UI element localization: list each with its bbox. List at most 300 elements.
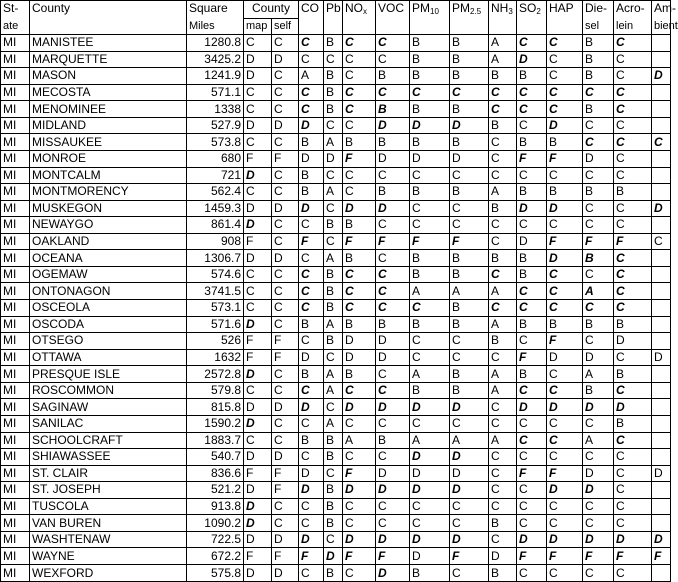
acrolein-grade-cell: D — [614, 333, 652, 350]
co-grade-cell: B — [299, 184, 324, 201]
diesel-grade-cell: C — [583, 300, 614, 317]
square-miles-cell: 526 — [187, 333, 244, 350]
nox-grade-cell: A — [343, 432, 376, 449]
square-miles-cell: 908 — [187, 233, 244, 250]
self-grade-cell: C — [272, 266, 299, 283]
co-grade-cell: C — [299, 449, 324, 466]
map-grade-cell: C — [244, 266, 272, 283]
self-grade-cell: C — [272, 283, 299, 300]
co-grade-cell: F — [299, 548, 324, 565]
hap-grade-cell: C — [547, 432, 583, 449]
map-grade-cell: D — [244, 565, 272, 582]
acrolein-grade-cell: C — [614, 465, 652, 482]
pm25-grade-cell: B — [450, 134, 489, 151]
diesel-grade-cell: B — [583, 250, 614, 267]
table-row — [1, 482, 671, 499]
pm10-grade-cell: C — [410, 167, 450, 184]
pm10-grade-cell: C — [410, 498, 450, 515]
table-row — [1, 68, 671, 85]
acrolein-grade-cell: C — [614, 217, 652, 234]
pb-grade-cell: A — [324, 366, 343, 383]
hap-grade-cell: D — [547, 399, 583, 416]
map-grade-cell: F — [244, 465, 272, 482]
nox-grade-cell: C — [343, 382, 376, 399]
state-cell: MI — [1, 465, 30, 482]
nox-grade-cell: B — [343, 366, 376, 383]
so2-grade-cell: D — [517, 200, 547, 217]
so2-grade-cell: C — [517, 565, 547, 582]
state-cell: MI — [1, 366, 30, 383]
ambient-grade-cell — [652, 167, 671, 184]
nox-grade-cell: C — [343, 498, 376, 515]
county-cell: MONTCALM — [30, 167, 187, 184]
self-grade-cell: C — [272, 68, 299, 85]
pm10-grade-cell: C — [410, 415, 450, 432]
hap-grade-cell: F — [547, 548, 583, 565]
county-cell: MECOSTA — [30, 84, 187, 101]
nox-grade-cell: D — [343, 482, 376, 499]
table-row — [1, 498, 671, 515]
diesel-grade-cell: C — [583, 134, 614, 151]
state-cell: MI — [1, 84, 30, 101]
nh3-grade-cell: C — [489, 150, 517, 167]
acrolein-grade-cell: F — [614, 233, 652, 250]
hap-grade-cell: C — [547, 300, 583, 317]
nox-grade-cell: D — [343, 531, 376, 548]
county-cell: MASON — [30, 68, 187, 85]
co-grade-cell: B — [299, 134, 324, 151]
hap-grade-cell: C — [547, 498, 583, 515]
voc-grade-cell: B — [376, 68, 410, 85]
table-row — [1, 531, 671, 548]
pb-grade-cell: C — [324, 349, 343, 366]
map-grade-cell: D — [244, 449, 272, 466]
table-row — [1, 349, 671, 366]
nh3-grade-cell: A — [489, 184, 517, 201]
map-grade-cell: F — [244, 233, 272, 250]
voc-grade-cell: C — [376, 51, 410, 68]
so2-grade-cell: D — [517, 51, 547, 68]
pb-grade-cell: B — [324, 35, 343, 52]
acrolein-grade-cell: D — [614, 399, 652, 416]
nox-grade-cell: B — [343, 250, 376, 267]
co-grade-cell: B — [299, 432, 324, 449]
nh3-grade-cell: C — [489, 531, 517, 548]
co-grade-cell: D — [299, 465, 324, 482]
pm10-grade-cell: B — [410, 316, 450, 333]
co-grade-cell: A — [299, 68, 324, 85]
acrolein-grade-cell: C — [614, 250, 652, 267]
voc-grade-cell: F — [376, 233, 410, 250]
nh3-grade-cell: C — [489, 167, 517, 184]
header-ambient-cont: bient — [652, 19, 671, 35]
map-grade-cell: D — [244, 399, 272, 416]
map-grade-cell: D — [244, 167, 272, 184]
ambient-grade-cell — [652, 117, 671, 134]
square-miles-cell: 574.6 — [187, 266, 244, 283]
nh3-grade-cell: C — [489, 300, 517, 317]
county-cell: MUSKEGON — [30, 200, 187, 217]
pb-grade-cell: C — [324, 399, 343, 416]
co-grade-cell: C — [299, 498, 324, 515]
nox-grade-cell: C — [343, 415, 376, 432]
pb-grade-cell: C — [324, 51, 343, 68]
ambient-grade-cell — [652, 300, 671, 317]
pm10-grade-cell: B — [410, 382, 450, 399]
map-grade-cell: C — [244, 35, 272, 52]
header-self: self — [272, 19, 299, 35]
pm10-grade-cell: B — [410, 184, 450, 201]
square-miles-cell: 3425.2 — [187, 51, 244, 68]
so2-grade-cell: B — [517, 316, 547, 333]
nox-grade-cell: F — [343, 233, 376, 250]
pb-grade-cell: B — [324, 217, 343, 234]
pm25-grade-cell: C — [450, 565, 489, 582]
ambient-grade-cell: C — [652, 233, 671, 250]
diesel-grade-cell: D — [583, 482, 614, 499]
county-cell: WASHTENAW — [30, 531, 187, 548]
square-miles-cell: 1241.9 — [187, 68, 244, 85]
header-ambient: Am- — [652, 1, 671, 19]
county-cell: OTTAWA — [30, 349, 187, 366]
hap-grade-cell: C — [547, 217, 583, 234]
hap-grade-cell: B — [547, 184, 583, 201]
table-row — [1, 233, 671, 250]
voc-grade-cell: D — [376, 465, 410, 482]
square-miles-cell: 540.7 — [187, 449, 244, 466]
square-miles-cell: 1590.2 — [187, 415, 244, 432]
acrolein-grade-cell: C — [614, 565, 652, 582]
so2-grade-cell: C — [517, 449, 547, 466]
state-cell: MI — [1, 283, 30, 300]
self-grade-cell: F — [272, 548, 299, 565]
map-grade-cell: D — [244, 482, 272, 499]
pm10-grade-cell: C — [410, 333, 450, 350]
pm10-grade-cell: D — [410, 449, 450, 466]
nox-grade-cell: F — [343, 465, 376, 482]
ambient-grade-cell — [652, 333, 671, 350]
table-row — [1, 250, 671, 267]
ambient-grade-cell: D — [652, 465, 671, 482]
self-grade-cell: F — [272, 333, 299, 350]
table-row — [1, 283, 671, 300]
nox-grade-cell: B — [343, 217, 376, 234]
voc-grade-cell: C — [376, 250, 410, 267]
so2-grade-cell: C — [517, 300, 547, 317]
nox-grade-cell: C — [343, 184, 376, 201]
pm25-grade-cell: C — [450, 167, 489, 184]
square-miles-cell: 3741.5 — [187, 283, 244, 300]
nh3-grade-cell: B — [489, 200, 517, 217]
voc-grade-cell: C — [376, 283, 410, 300]
pb-grade-cell: C — [324, 167, 343, 184]
co-grade-cell: C — [299, 266, 324, 283]
pm25-grade-cell: D — [450, 449, 489, 466]
table-row — [1, 134, 671, 151]
county-cell: OCEANA — [30, 250, 187, 267]
pm10-grade-cell: B — [410, 250, 450, 267]
nox-grade-cell: D — [343, 349, 376, 366]
state-cell: MI — [1, 333, 30, 350]
voc-grade-cell: C — [376, 498, 410, 515]
ambient-grade-cell: C — [652, 134, 671, 151]
map-grade-cell: D — [244, 51, 272, 68]
so2-grade-cell: F — [517, 150, 547, 167]
hap-grade-cell: C — [547, 68, 583, 85]
state-cell: MI — [1, 167, 30, 184]
pb-grade-cell: B — [324, 432, 343, 449]
map-grade-cell: C — [244, 283, 272, 300]
state-cell: MI — [1, 117, 30, 134]
co-grade-cell: D — [299, 531, 324, 548]
co-grade-cell: D — [299, 200, 324, 217]
table-row — [1, 465, 671, 482]
header-voc: VOC — [376, 1, 410, 19]
acrolein-grade-cell: B — [614, 184, 652, 201]
self-grade-cell: C — [272, 184, 299, 201]
nox-grade-cell: C — [343, 51, 376, 68]
co-grade-cell: D — [299, 399, 324, 416]
table-row — [1, 35, 671, 52]
self-grade-cell: D — [272, 565, 299, 582]
co-grade-cell: C — [299, 382, 324, 399]
voc-grade-cell: B — [376, 184, 410, 201]
map-grade-cell: D — [244, 217, 272, 234]
pm10-grade-cell: D — [410, 548, 450, 565]
so2-grade-cell: F — [517, 465, 547, 482]
co-grade-cell: C — [299, 565, 324, 582]
ambient-grade-cell — [652, 415, 671, 432]
voc-grade-cell: C — [376, 35, 410, 52]
header-county: County — [30, 1, 187, 19]
county-cell: WEXFORD — [30, 565, 187, 582]
co-grade-cell: C — [299, 35, 324, 52]
diesel-grade-cell: C — [583, 333, 614, 350]
co-grade-cell: B — [299, 366, 324, 383]
county-cell: ROSCOMMON — [30, 382, 187, 399]
ambient-grade-cell — [652, 184, 671, 201]
header-row-bottom — [1, 19, 671, 35]
state-cell: MI — [1, 399, 30, 416]
voc-grade-cell: B — [376, 134, 410, 151]
acrolein-grade-cell: C — [614, 283, 652, 300]
acrolein-grade-cell: C — [614, 449, 652, 466]
so2-grade-cell: D — [517, 531, 547, 548]
pm10-grade-cell: B — [410, 134, 450, 151]
pm25-grade-cell: B — [450, 35, 489, 52]
voc-grade-cell: B — [376, 316, 410, 333]
square-miles-cell: 575.8 — [187, 565, 244, 582]
nh3-grade-cell: C — [489, 498, 517, 515]
pm25-grade-cell: C — [450, 415, 489, 432]
state-cell: MI — [1, 101, 30, 118]
pm25-grade-cell: B — [450, 316, 489, 333]
so2-grade-cell: C — [517, 35, 547, 52]
hap-grade-cell: F — [547, 233, 583, 250]
voc-grade-cell: D — [376, 150, 410, 167]
square-miles-cell: 521.2 — [187, 482, 244, 499]
so2-grade-cell: B — [517, 184, 547, 201]
pm25-grade-cell: B — [450, 101, 489, 118]
square-miles-cell: 1632 — [187, 349, 244, 366]
nh3-grade-cell: A — [489, 432, 517, 449]
ambient-grade-cell — [652, 283, 671, 300]
state-cell: MI — [1, 150, 30, 167]
co-grade-cell: C — [299, 283, 324, 300]
county-cell: SANILAC — [30, 415, 187, 432]
state-cell: MI — [1, 449, 30, 466]
diesel-grade-cell: C — [583, 515, 614, 532]
state-cell: MI — [1, 134, 30, 151]
pb-grade-cell: C — [324, 233, 343, 250]
table-row — [1, 200, 671, 217]
pm10-grade-cell: A — [410, 366, 450, 383]
pb-grade-cell: B — [324, 482, 343, 499]
header-pb: Pb — [324, 1, 343, 19]
state-cell: MI — [1, 300, 30, 317]
self-grade-cell: C — [272, 84, 299, 101]
header-row-top — [1, 1, 671, 19]
ambient-grade-cell: D — [652, 68, 671, 85]
ambient-grade-cell — [652, 217, 671, 234]
map-grade-cell: C — [244, 300, 272, 317]
county-cell: SAGINAW — [30, 399, 187, 416]
county-cell: MIDLAND — [30, 117, 187, 134]
self-grade-cell: D — [272, 51, 299, 68]
header-so2: $SO_2$ — [517, 1, 547, 19]
acrolein-grade-cell: C — [614, 84, 652, 101]
pm25-grade-cell: B — [450, 366, 489, 383]
square-miles-cell: 1280.8 — [187, 35, 244, 52]
table-row — [1, 316, 671, 333]
table-row — [1, 101, 671, 118]
state-cell: MI — [1, 316, 30, 333]
state-cell: MI — [1, 266, 30, 283]
self-grade-cell: D — [272, 399, 299, 416]
co-grade-cell: B — [299, 316, 324, 333]
pb-grade-cell: D — [324, 150, 343, 167]
self-grade-cell: C — [272, 382, 299, 399]
pb-grade-cell: B — [324, 498, 343, 515]
ambient-grade-cell — [652, 432, 671, 449]
state-cell: MI — [1, 233, 30, 250]
pb-grade-cell: C — [324, 531, 343, 548]
self-grade-cell: C — [272, 432, 299, 449]
self-grade-cell: F — [272, 150, 299, 167]
pm10-grade-cell: C — [410, 300, 450, 317]
self-grade-cell: D — [272, 200, 299, 217]
pm10-grade-cell: C — [410, 349, 450, 366]
nox-grade-cell: C — [343, 101, 376, 118]
state-cell: MI — [1, 415, 30, 432]
nh3-grade-cell: B — [489, 250, 517, 267]
table-row — [1, 184, 671, 201]
hap-grade-cell: C — [547, 515, 583, 532]
pm25-grade-cell: B — [450, 300, 489, 317]
nh3-grade-cell: A — [489, 316, 517, 333]
acrolein-grade-cell: C — [614, 498, 652, 515]
square-miles-cell: 2572.8 — [187, 366, 244, 383]
pm10-grade-cell: D — [410, 482, 450, 499]
map-grade-cell: D — [244, 250, 272, 267]
hap-grade-cell: C — [547, 283, 583, 300]
county-cell: MENOMINEE — [30, 101, 187, 118]
nh3-grade-cell: A — [489, 51, 517, 68]
header-state-cont: ate — [1, 19, 30, 35]
square-miles-cell: 861.4 — [187, 217, 244, 234]
so2-grade-cell: C — [517, 515, 547, 532]
diesel-grade-cell: A — [583, 283, 614, 300]
nh3-grade-cell: D — [489, 548, 517, 565]
hap-grade-cell: C — [547, 382, 583, 399]
county-cell: OAKLAND — [30, 233, 187, 250]
self-grade-cell: C — [272, 498, 299, 515]
voc-grade-cell: C — [376, 167, 410, 184]
table-row — [1, 382, 671, 399]
county-cell: OSCODA — [30, 316, 187, 333]
hap-grade-cell: D — [547, 117, 583, 134]
so2-grade-cell: C — [517, 498, 547, 515]
state-cell: MI — [1, 217, 30, 234]
state-cell: MI — [1, 51, 30, 68]
table-row — [1, 150, 671, 167]
nh3-grade-cell: C — [489, 84, 517, 101]
self-grade-cell: D — [272, 117, 299, 134]
square-miles-cell: 836.6 — [187, 465, 244, 482]
pb-grade-cell: B — [324, 300, 343, 317]
square-miles-cell: 680 — [187, 150, 244, 167]
square-miles-cell: 1883.7 — [187, 432, 244, 449]
table-row — [1, 565, 671, 582]
map-grade-cell: D — [244, 366, 272, 383]
state-cell: MI — [1, 184, 30, 201]
ambient-grade-cell — [652, 35, 671, 52]
so2-grade-cell: B — [517, 366, 547, 383]
state-cell: MI — [1, 498, 30, 515]
map-grade-cell: D — [244, 415, 272, 432]
map-grade-cell: D — [244, 515, 272, 532]
table-row — [1, 432, 671, 449]
ambient-grade-cell — [652, 482, 671, 499]
self-grade-cell: C — [272, 134, 299, 151]
pm10-grade-cell: C — [410, 217, 450, 234]
state-cell: MI — [1, 432, 30, 449]
pm25-grade-cell: F — [450, 548, 489, 565]
diesel-grade-cell: D — [583, 349, 614, 366]
acrolein-grade-cell: C — [614, 515, 652, 532]
county-cell: WAYNE — [30, 548, 187, 565]
pb-grade-cell: B — [324, 565, 343, 582]
header-acrolein: Acro- — [614, 1, 652, 19]
pm25-grade-cell: C — [450, 217, 489, 234]
pm25-grade-cell: D — [450, 482, 489, 499]
county-cell: NEWAYGO — [30, 217, 187, 234]
table-row — [1, 117, 671, 134]
diesel-grade-cell: C — [583, 117, 614, 134]
pm25-grade-cell: A — [450, 283, 489, 300]
header-acrolein-cont: lein — [614, 19, 652, 35]
acrolein-grade-cell: C — [614, 150, 652, 167]
ambient-grade-cell — [652, 399, 671, 416]
pb-grade-cell: B — [324, 515, 343, 532]
square-miles-cell: 573.1 — [187, 300, 244, 317]
co-grade-cell: D — [299, 117, 324, 134]
nh3-grade-cell: A — [489, 283, 517, 300]
pb-grade-cell: C — [324, 465, 343, 482]
self-grade-cell: D — [272, 531, 299, 548]
hap-grade-cell: B — [547, 316, 583, 333]
county-cell: VAN BUREN — [30, 515, 187, 532]
